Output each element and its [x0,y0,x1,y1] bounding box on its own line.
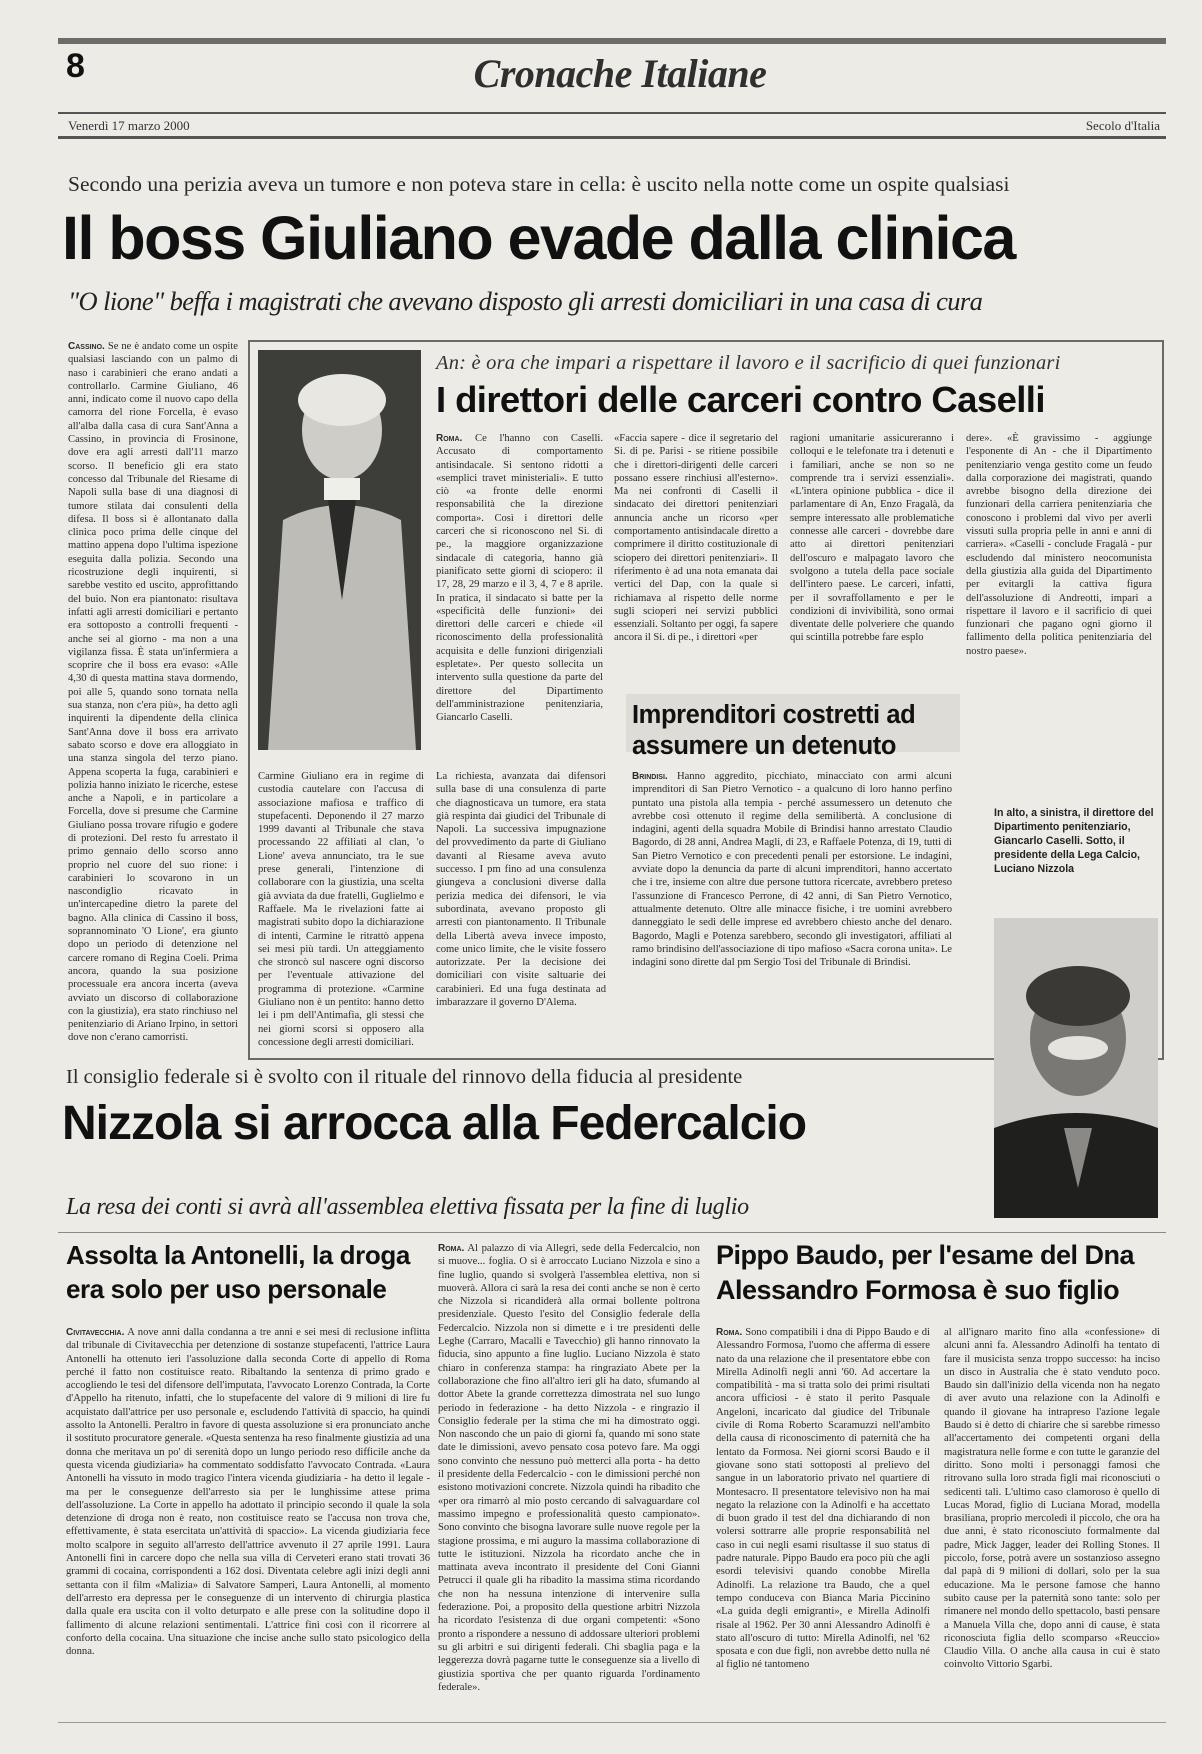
imprenditori-dateline: Brindisi. [632,771,668,782]
page-bottom-rule [58,1722,1166,1723]
portrait-placeholder-icon [994,918,1158,1218]
imprenditori-body: Hanno aggredito, picchiato, minacciato con armi alcuni imprenditori di San Pietro Vernotico - a qualcuno di loro hanno perfino puntato una pistola alla tempia - perché assumessero un detenuto che avrebbe così ottenuto il regime della semilibertà. A conclusione di indagini, agenti della squadra Mobile di Brindisi hanno arrestato Claudio Bagordo, di 28 anni, Andrea Magli, di 23, e Raffaele Potenza, di 19, tutti di San Pietro Vernotico e con precedenti penali per estorsione. Le indagini, avviate dopo la denuncia da parte di alcuni imprenditori, hanno accertato che i tre, insieme con altre due persone tuttora ricercate, avrebbero preteso l'assunzione di Francesco Perrone, di 42 anni, di San Pietro Vernotico, attualmente detenuto. Oltre alle minacce fisiche, i tre uomini avrebbero danneggiato le sedi delle imprese ed avrebbero chiesto anche del denaro. Bagordo, Magli e Potenza sarebbero, secondo gli investigatori, affiliati al ramo brindisino dell'associazione di tipo mafioso «Sacra corona unita». Le indagini sono dirette dal pm Sergio Tosi del Tribunale di Brindisi. [632,771,952,969]
nizzola-dateline: Roma. [438,1243,465,1254]
lead-kicker: Secondo una perizia aveva un tumore e non poteva stare in cella: è uscito nella notte come un ospite qualsiasi [68,172,1010,196]
caselli-kicker: An: è ora che impari a rispettare il lavoro e il sacrificio di quei funzionari [436,352,1061,374]
nizzola-text [438,1242,700,1718]
nizzola-headline: Nizzola si arrocca alla Federcalcio [62,1097,807,1150]
nizzola-kicker: Il consiglio federale si è svolto con il rituale del rinnovo della fiducia al presidente [66,1066,743,1088]
lower-section-rule [58,1232,1166,1233]
lead-dateline: Cassino. [68,341,105,352]
photo-caption: In alto, a sinistra, il direttore del Dipartimento penitenziario, Giancarlo Caselli. Sotto, il presidente della Lega Calcio, Luciano Nizzola [994,807,1154,875]
baudo-column-2: al all'ignaro marito fino alla «confessione» di alcuni anni fa. Alessandro Adinolfi ha tentato di fare il musicista senza troppo successo: ha inciso un disco in Australia che è stato venduto poco. Baudo sin dall'inizio della vicenda non ha negato di aver avuto una relazione con la Adinolfi e quando il giovane ha intrapreso l'azione legale Baudo si è detto di chiarire che si sarebbe rimesso all'accertamento dei competenti organi della magistratura nelle forme e con tutte le garanzie del diritto. Sono molti i personaggi famosi che ritrovano sulla loro strada figli mai riconosciuti o sedicenti tali. L'ultimo caso clamoroso è quello di Lucas Morad, figlio di Luciana Morad, modella brasiliana, proprio mercoledì il piccolo, che ora ha due anni, è stato riconosciuto formalmente dal padre, Mick Jagger, leader dei Rolling Stones. Il piccolo, forse, potrà avere un sostanzioso assegno dal papà di 9 milioni di dollari, solo per la sua educazione. Ma le persone famose che hanno subito cause per la paternità sono tante: solo per rimanere nel mondo dello spettacolo, basti pensare a Manuela Villa che, dopo anni di cause, è stata riconosciuta figlia dello scomparso «Reuccio» Claudio Villa. O anche alla causa in cui è stato coinvolto Vittorio Sgarbi. [944,1327,1160,1671]
masthead-rule-2 [58,136,1166,139]
antonelli-text [66,1326,430,1718]
antonelli-headline: Assolta la Antonelli, la droga era solo per uso personale [66,1240,410,1304]
issue-date: Venerdì 17 marzo 2000 [68,118,190,133]
baudo-headline: Pippo Baudo, per l'esame del Dna Alessandro Formosa è suo figlio [716,1240,1135,1305]
caselli-photo [258,350,421,750]
nizzola-body: Al palazzo di via Allegri, sede della Federcalcio, non si muove... foglia. O si è arroccato Luciano Nizzola e sino a fine luglio, quando si svolgerà l'assemblea elettiva, non si muoverà. Allora ci sarà la resa dei conti anche se non è certo che Nizzola si ricandiderà alla ormai bollente poltrona presidenziale. Questo l'esito del Consiglio federale della Federcalcio. Nizzola non si dimette e i tre presidenti delle Leghe (Carraro, Macalli e Tavecchio) gli hanno rinnovato la fiducia, sino appunto a fine luglio. Luciano Nizzola è stato chiaro in conferenza stampa: ha ringraziato Abete per la collaborazione che fino all'altro ieri gli ha dato, sfumando al dottor Abete la grande correttezza dimostrata nel suo lungo periodo in federazione - ha detto Nizzola - e ringrazio il Consiglio federale per la stima che mi ha dimostrato oggi. Non nascondo che un paio di giorni fa, quando mi sono state date le dimissioni, avevo pensato cosa potevo fare. Ma oggi sono convinto che nessuno può metterci alla porta - ha detto il presidente della Federcalcio - con le dimissioni perché non esistono motivazioni concrete. Nizzola quindi ha ribadito che «per ora rimarrò al mio posto cercando di salvaguardare col massimo impegno e professionalità questo campionato». Sono convinto che bisogna lavorare sulle nuove regole per la stagione prossima, e mi auguro la massima collaborazione di tutte le istituzioni. Nizzola ha ricordato anche che in mattinata aveva incontrato il presidente del Coni Gianni Petrucci il quale gli ha ribadito la massima stima ricordando che non ha nessuna intenzione di intervenire sulla federazione. Poi, a proposito della questione arbitri Nizzola ha ricordato l'esistenza di due organi competenti: «Sono pronto a rispondere a nessuno di addossare ulteriori problemi su gli arbitri e sui dirigenti federali. Chi sbaglia paga e la leggerezza dovrà pagarne tutte le conseguenze sia a livello di giustizia sportiva che per quanto riguarda l'ordinamento federale». [438,1243,700,1693]
caselli-column-4: dere». «È gravissimo - aggiunge l'esponente di An - che il Dipartimento penitenziario venga gestito come un feudo dalla corporazione dei magistrati, quando avrebbe bisogno della direzione dei funzionari della carriera penitenziaria che conoscono i problemi dal vivo per averli vissuti sulla propria pelle in anni e anni di carriera». «Caselli - conclude Fragalà - pur escludendo dal ministero neocomunista della giustizia alla guida del Dipartimento per evitargli la cattiva figura dell'assoluzione di Andreotti, impari a rispettare il lavoro e il sacrificio di quei funzionari che pagano ogni giorno il fallimento della politica penitenziaria del nostro paese». [966,433,1152,657]
newspaper-name: Secolo d'Italia [1085,118,1160,133]
antonelli-body: A nove anni dalla condanna a tre anni e sei mesi di reclusione inflitta dal tribunale di Civitavecchia per detenzione di sostanze stupefacenti, l'attrice Laura Antonelli ha ottenuto ieri l'assoluzione dalla seconda Corte di appello di Roma perché il fatto non costituisce reato. Ribaltando la sentenza di primo grado e accogliendo le tesi del difensore dell'imputata, l'avvocato Lorenzo Contrada, la Corte d'Appello ha ritenuto, infatti, che lo stupefacente del valore di 9 milioni di lire fu acquistato dall'attrice per uso personale e, escludendo l'attività di spaccio, ha quindi assolto la Antonelli. Peraltro in favore di questa assoluzione si era pronunciato anche il sostituto procuratore generale. «Questa sentenza ha reso finalmente giustizia ad una donna che meritava un po' di serenità dopo un lungo periodo reso difficile anche da questa vicenda giudiziaria» ha commentato soddisfatto l'avvocato Contrada. «Laura Antonelli ha vissuto in modo tragico l'intera vicenda giudiziaria - ha detto il legale - ma per le conseguenze dell'arresto sia per le lunghissime attese prima dell'assoluzione. La Corte in appello ha adottato il principio secondo il quale la sola detenzione di droga non è reato, non costituisce reato se l'accusa non trova che, effettivamente, è stata esercitata un'attività di spaccio». La vicenda giudiziaria fece molto scalpore in seguito all'arresto dell'attrice avvenuto il 27 aprile 1991. Laura Antonelli finì in carcere dopo che nella sua villa di Cerveteri erano stati trovati 36 grammi di cocaina, corrispondenti a 162 dosi. Diventata celebre agli inizi degli anni settanta con il film «Malizia» di Salvatore Samperi, Laura Antonelli, al momento dell'arresto era depressa per le conseguenze di un intervento di chirurgia plastica dalla quale era uscita con il volto deturpato e alle prese con la solitudine dopo il fallimento di alcune relazioni sentimentali. L'attrice finì così con il ricorrere al conforto della cocaina. Una situazione che incise anche sullo stato psicologico della donna. [66,1327,430,1658]
lead-column-2: Carmine Giuliano era in regime di custodia cautelare con l'accusa di associazione mafiosa e traffico di stupefacenti. Deponendo il 27 marzo 1999 davanti al Tribunale che stava processando 22 affiliati al clan, 'o Lione' aveva annunciato, tra le sue prese generali, l'intenzione di collaborare con la giustizia, una scelta già avviata da due fratelli, Guglielmo e Raffaele. Ma le rivelazioni fatte ai magistrati subito dopo la dichiarazione di intenti, Carmine le ritrattò appena sei mesi più tardi. Un atteggiamento che stroncò sul nascere ogni discorso per l'eventuale attivazione del programma di protezione. «Carmine Giuliano non è un pentito: hanno detto lei i pm dell'Antimafia, gli stessi che nei giorni scorsi si opposero alla concessione degli arresti domiciliari. [258,771,424,1048]
masthead-top-rule [58,38,1166,44]
page-number: 8 [66,47,85,85]
section-title: Cronache Italiane [473,51,767,96]
nizzola-subhead: La resa dei conti si avrà all'assemblea elettiva fissata per la fine di luglio [66,1194,749,1220]
lead-text-col1: Se ne è andato come un ospite qualsiasi lasciando con un palmo di naso i carabinieri che erano andati a controllarlo. Carmine Giuliano, 46 anni, indicato come il nuovo capo della camorra del rione Forcella, è evaso all'alba dalla casa di cura Sant'Anna a Cassino, in provincia di Frosinone, dove era agli arresti dall'11 marzo scorso. Il beneficio gli era stato concesso dal Tribunale del Riesame di Napoli sulla base di una diagnosi di tumore stilata dai consulenti della difesa. Il boss si è allontanato dalla clinica poco prima delle cinque del mattino appena dopo l'ultima ispezione eseguita dalla polizia. Secondo una ricostruzione degli inquirenti, si sarebbe vestito ed uscito, approfittando del buio. Non era piantonato: risultava infatti agli arresti domiciliari e pertanto era sottoposto a controlli frequenti - anche sei al giorno - ma non a una vigilanza fissa. È stata un'infermiera a scoprire che il boss era evaso: «Alle 4,30 di questa mattina stava dormendo, poi alle 5, quando sono tornata nella sua stanza, non c'era più», ha detto agli inquirenti la dipendente della clinica Sant'Anna dove il boss era arrivato sabato scorso e dove era alloggiato in una stanza singola del terzo piano. Appena scoperta la fuga, carabinieri e polizia hanno iniziato le ricerche, estese anche a Napoli, e in particolare a Forcella, dove si presume che Carmine Giuliano possa trovare rifugio e godere di protezioni. Del resto fu arrestato il primo gennaio dello scorso anno proprio nel cuore del suo rione: i carabinieri lo scovarono in un nascondiglio ricavato in un'intercapedine dietro la parete del bagno. Alla clinica di Cassino il boss, soprannominato 'O Lione', era giunto dopo un periodo di detenzione nel carcere romano di Regina Coeli. Prima ancora, quando la sua posizione processuale era ancora incerta (aveva avviato un discorso di collaborazione con la giustizia), era stato rinchiuso nel penitenziario di Ariano Irpino, in settori dove non c'erano camorristi. [68,341,238,1044]
baudo-text-col1: Sono compatibili i dna di Pippo Baudo e di Alessandro Formosa, l'uomo che afferma di essere nato da una relazione che il presentatore ebbe con Mirella Adinolfi negli anni '60. Ad accertare la compatibilità - ma si tratta solo dei primi risultati ancora ufficiosi - è stato il perito Pasquale Angeloni, incaricato dal giudice del Tribunale civile di Roma Roberto Scaramuzzi nell'ambito della causa di riconoscimento di paternità che ha lentato da Formosa. Nei giorni scorsi Baudo e il giovane sono stati sottoposti al prelievo del sangue in un laboratorio privato nel quartiere di Montesacro. Il presentatore televisivo non ha mai negato la relazione con la Adinolfi e ha accettato di buon grado il test del dna dichiarando di non volersi sottrarre alle proprie responsabilità nel caso in cui negli esami risultasse il suo status di padre naturale. Pippo Baudo era poco più che agli esordi televisivi quando conobbe Mirella Adinolfi. La relazione tra Baudo, che a quel tempo conduceva con Bianca Maria Piccinino «La guida degli emigranti», e Mirella Adinolfi risale al 1962. Per 30 anni Alessandro Adinolfi è stato all'oscuro di tutto: Mirella Adinolfi, nel '62 sposata e con due figli, non avrebbe detto nulla né al figlio né tantomeno [716,1327,930,1671]
caselli-column-1 [436,432,603,750]
imprenditori-headline: Imprenditori costretti ad assumere un detenuto [632,701,916,760]
imprenditori-text [632,770,952,1050]
baudo-column-1 [716,1326,930,1718]
caselli-text-col1: Ce l'hanno con Caselli. Accusato di comportamento antisindacale. Si sentono ridotti a «semplici travet ministeriali». E tutto ciò «a fronte delle enormi responsabilità che la direzione comporta». Così i direttori delle carceri che si riconoscono nel Si. di pe., la maggiore organizzazione sindacale di categoria, hanno già pianificato sette giorni di sciopero: il 17, 28, 29 marzo e il 3, 4, 7 e 8 aprile. In pratica, il sindacato si batte per la «specificità delle funzioni» dei direttori delle carceri e chiede «il riconoscimento della professionalità acquisita e delle funzioni dirigenziali espletate». Per questo sollecita un intervento sulla questione da parte del direttore del Dipartimento dell'amministrazione penitenziaria, Giancarlo Caselli. [436,433,603,724]
lead-subhead: "O lione" beffa i magistrati che avevano disposto gli arresti domiciliari in una casa di cura [68,286,983,316]
nizzola-photo [994,918,1158,1218]
caselli-headline: I direttori delle carceri contro Caselli [436,379,1045,420]
caselli-column-2: «Faccia sapere - dice il segretario del Si. di pe. Parisi - se ritiene possibile che i direttori-dirigenti delle carceri possano essere rinchiusi all'esterno». Ma nei confronti di Caselli il sindacato dei direttori penitenziari annuncia anche un ricorso «per comportamento antisindacale diretto a comprimere il diritto costituzionale di sciopero dei direttori penitenziari». Il riferimento è ad una nota emanata dai vertici del Dap, con la quale si richiamava al rispetto delle norme sugli scioperi nei servizi pubblici essenziali. Soltanto per oggi, fa sapere ancora il Si. di pe., i direttori «per [614,433,778,644]
lead-column-3: La richiesta, avanzata dai difensori sulla base di una consulenza di parte che diagnosticava un tumore, era stata già respinta dai giudici del Tribunale di Napoli. La successiva impugnazione del provvedimento da parte di Giuliano davanti al Riesame aveva avuto successo. I pm fino ad una consulenza giungeva a conclusioni diverse dalla perizia medica dei difensori, le via subordinata, avevano proposto gli arresti con piantonamento. Il Tribunale della Libertà aveva invece imposto, come unico limite, che le visite fossero autorizzate. Per la decisione dei domiciliari con visite saltuarie dei carabinieri. Ed una fuga destinata ad imbarazzare il governo D'Alema. [436,771,606,1009]
antonelli-dateline: Civitavecchia. [66,1327,125,1338]
caselli-column-3: ragioni umanitarie assicureranno i colloqui e le telefonate tra i detenuti e i familiari, anche se non so ne comprende tra i servizi essenziali». «L'intera opinione pubblica - dice il parlamentare di An, Enzo Fragalà, da sempre interessato alle problematiche connesse alle carceri - dovrebbe dare atto ai direttori penitenziari dell'oscuro e malpagato lavoro che svolgono a tutela della pace sociale dell'intero paese. Le carceri, infatti, per il sovraffollamento e per le condizioni di invivibilità, sono ormai diventate delle polveriere che quando qui scintilla potrebbe fare esplo [790,433,954,644]
caselli-dateline: Roma. [436,433,463,444]
lead-headline: Il boss Giuliano evade dalla clinica [62,204,1015,272]
masthead-rule-1 [58,112,1166,114]
baudo-dateline: Roma. [716,1327,743,1338]
portrait-placeholder-icon [258,350,421,750]
